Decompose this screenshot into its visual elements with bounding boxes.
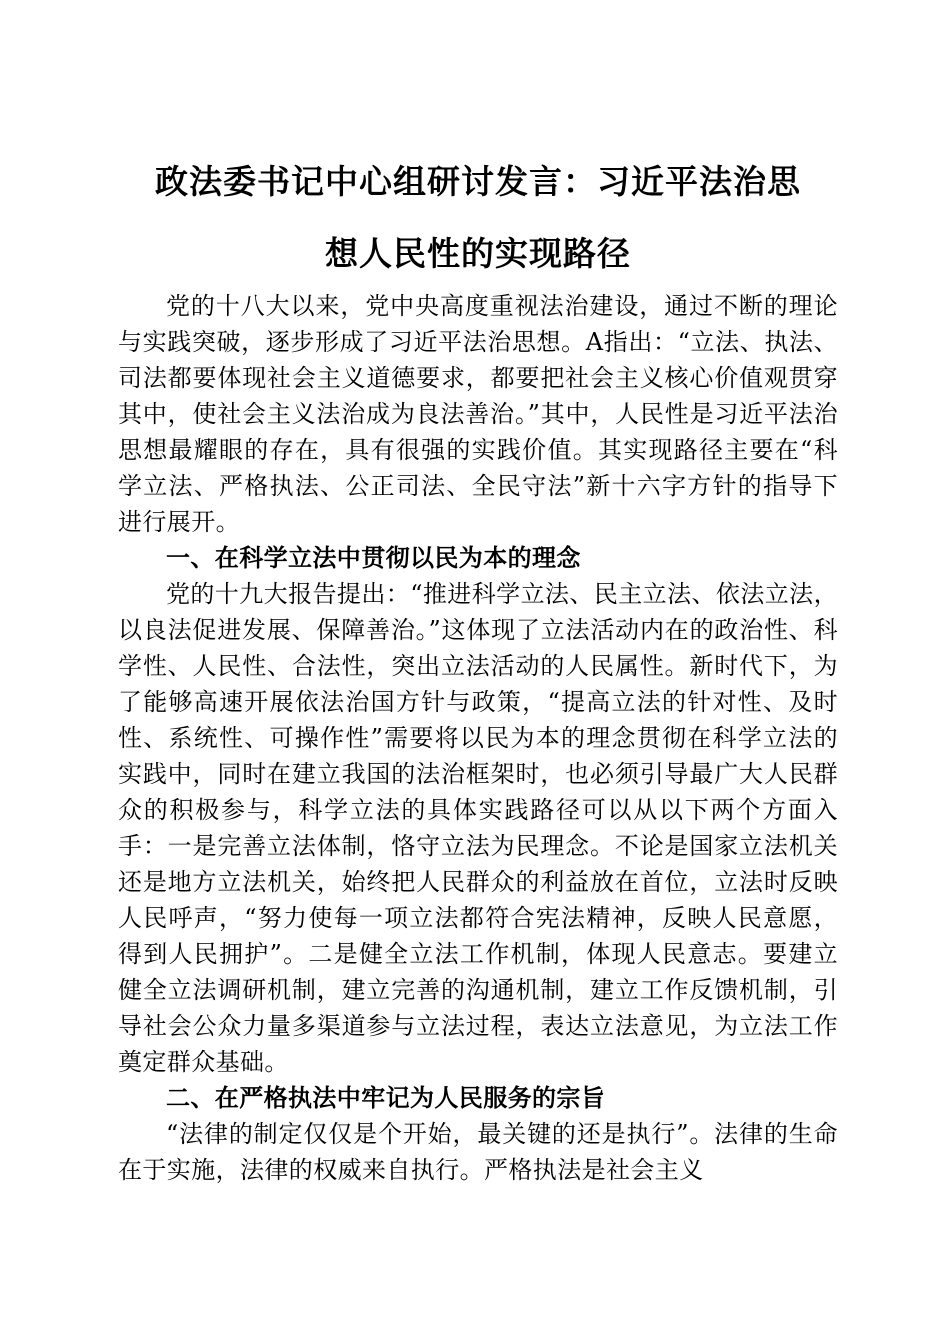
section-2-heading: 二、在严格执法中牢记为人民服务的宗旨 xyxy=(166,1084,606,1112)
document-title-line-1: 政法委书记中心组研讨发言：习近平法治思 xyxy=(155,162,801,201)
section-1-paragraph: 党的十九大报告提出：“推进科学立法、民主立法、依法立法，以良法促进发展、保障善治。”这体现了立法活动内在的政治性、科学性、人民性、合法性，突出立法活动的人民属性。新时代下，为了能够高速开展依法治国方针与政策，“提高立法的针对性、及时性、系统性、可操作性”需要将以民为本的理念贯彻在科学立法的实践中，同时在建立我国的法治框架时，也必须引导最广大人民群众的积极参与，科学立法的具体实践路径可以从以下两个方面入手：一是完善立法体制，恪守立法为民理念。不论是国家立法机关还是地方立法机关，始终把人民群众的利益放在首位，立法时反映人民呼声，“努力使每一项立法都符合宪法精神，反映人民意愿，得到人民拥护”。二是健全立法工作机制，体现人民意志。要建立健全立法调研机制，建立完善的沟通机制，建立工作反馈机制，引导社会公众力量多渠道参与立法过程，表达立法意见，为立法工作奠定群众基础。 xyxy=(118,580,838,1076)
intro-paragraph: 党的十八大以来，党中央高度重视法治建设，通过不断的理论与实践突破，逐步形成了习近平法治思想。A指出：“立法、执法、司法都要体现社会主义道德要求，都要把社会主义核心价值观贯穿其中，使社会主义法治成为良法善治。”其中，人民性是习近平法治思想最耀眼的存在，具有很强的实践价值。其实现路径主要在“科学立法、严格执法、公正司法、全民守法”新十六字方针的指导下进行展开。 xyxy=(118,292,838,536)
section-1-heading: 一、在科学立法中贯彻以民为本的理念 xyxy=(166,544,581,572)
section-2-paragraph: “法律的制定仅仅是个开始，最关键的还是执行”。法律的生命在于实施，法律的权威来自执行。严格执法是社会主义 xyxy=(118,1120,838,1184)
document-title-line-2: 想人民性的实现路径 xyxy=(325,234,631,273)
document-page xyxy=(118,150,838,1188)
